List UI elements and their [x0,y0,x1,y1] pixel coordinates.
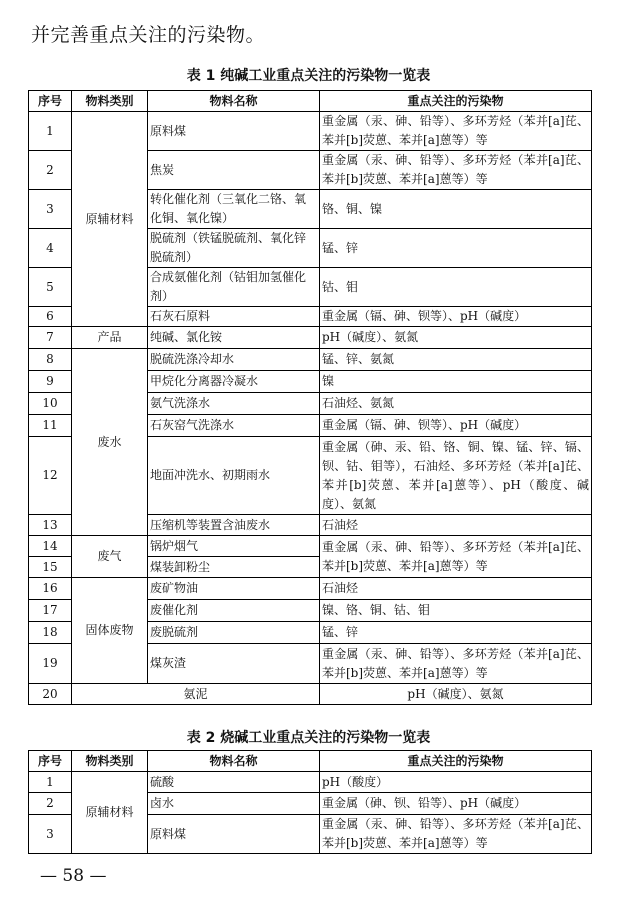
row-no: 2 [29,151,72,190]
header-category: 物料类别 [72,91,148,112]
material-name: 石灰窑气洗涤水 [148,415,320,437]
table-row [29,536,592,557]
material-name: 锅炉烟气 [148,536,320,557]
row-no: 19 [29,644,72,684]
material-name: 卤水 [148,793,320,815]
table-row [29,327,592,349]
row-no: 20 [29,684,72,705]
material-name: 地面冲洗水、初期雨水 [148,437,320,515]
row-no: 10 [29,393,72,415]
table1-soda-ash-pollutants [28,90,592,705]
row-no: 12 [29,437,72,515]
row-no: 8 [29,349,72,371]
pollutants: 钴、钼 [320,268,592,307]
table-header-row [29,91,592,112]
material-name: 转化催化剂（三氧化二铬、氧化铜、氧化镍） [148,190,320,229]
category-cell: 废气 [72,536,148,578]
row-no: 7 [29,327,72,349]
material-name: 焦炭 [148,151,320,190]
pollutants: 重金属（砷、钡、铅等）、pH（碱度） [320,793,592,815]
pollutants: pH（酸度） [320,772,592,793]
table-row [29,772,592,793]
material-name: 脱硫洗涤冷却水 [148,349,320,371]
row-no: 18 [29,622,72,644]
pollutants: 重金属（汞、砷、铅等）、多环芳烃（苯并[a]芘、苯并[b]荧蒽、苯并[a]蒽等）等 [320,151,592,190]
row-no: 1 [29,772,72,793]
table-row [29,112,592,151]
material-name: 石灰石原料 [148,307,320,327]
row-no: 11 [29,415,72,437]
pollutants: 锰、锌 [320,229,592,268]
row-no: 2 [29,793,72,815]
material-name: 氨气洗涤水 [148,393,320,415]
pollutants: 石油烃 [320,515,592,536]
table-row [29,684,592,705]
page-number: — 58 — [40,866,107,886]
row-no: 6 [29,307,72,327]
header-name: 物料名称 [148,751,320,772]
header-name: 物料名称 [148,91,320,112]
material-name: 压缩机等装置含油废水 [148,515,320,536]
row-no: 5 [29,268,72,307]
header-no: 序号 [29,751,72,772]
pollutants: 重金属（汞、砷、铅等）、多环芳烃（苯并[a]芘、苯并[b]荧蒽、苯并[a]蒽等）等 [320,644,592,684]
row-no: 15 [29,557,72,578]
pollutants: 重金属（砷、汞、铅、铬、铜、镍、锰、锌、镉、钡、钴、钼等），石油烃、多环芳烃（苯并[a]芘、苯并[b]荧蒽、苯并[a]蒽等）、pH（酸度、碱度）、氨氮 [320,437,592,515]
material-name: 煤装卸粉尘 [148,557,320,578]
row-no: 3 [29,815,72,854]
row-no: 13 [29,515,72,536]
row-no: 4 [29,229,72,268]
pollutants: 锰、锌、氨氮 [320,349,592,371]
table-row [29,578,592,600]
material-name: 原料煤 [148,112,320,151]
pollutants: 石油烃、氨氮 [320,393,592,415]
pollutants: 重金属（汞、砷、铅等）、多环芳烃（苯并[a]芘、苯并[b]荧蒽、苯并[a]蒽等）等 [320,815,592,854]
row-no: 14 [29,536,72,557]
pollutants: 锰、锌 [320,622,592,644]
pollutants: pH（碱度）、氨氮 [320,327,592,349]
material-name: 废矿物油 [148,578,320,600]
table-row [29,349,592,371]
material-name: 纯碱、氯化铵 [148,327,320,349]
row-no: 3 [29,190,72,229]
pollutants: 石油烃 [320,578,592,600]
category-cell: 废水 [72,349,148,536]
pollutants: 重金属（镉、砷、钡等）、pH（碱度） [320,307,592,327]
intro-text: 并完善重点关注的污染物。 [31,24,266,46]
row-no: 9 [29,371,72,393]
table2-caption: 表 2 烧碱工业重点关注的污染物一览表 [186,730,431,746]
table2-caustic-soda-pollutants [28,750,592,854]
pollutants: 重金属（镉、砷、钡等）、pH（碱度） [320,415,592,437]
pollutants: 重金属（汞、砷、铅等）、多环芳烃（苯并[a]芘、苯并[b]荧蒽、苯并[a]蒽等）等 [320,112,592,151]
material-name: 废脱硫剂 [148,622,320,644]
pollutants: 重金属（汞、砷、铅等）、多环芳烃（苯并[a]芘、苯并[b]荧蒽、苯并[a]蒽等）等 [320,536,592,578]
material-name: 煤灰渣 [148,644,320,684]
category-cell: 原辅材料 [72,772,148,854]
category-cell: 固体废物 [72,578,148,684]
table-header-row [29,751,592,772]
material-name: 硫酸 [148,772,320,793]
header-pollutants: 重点关注的污染物 [320,91,592,112]
row-no: 17 [29,600,72,622]
pollutants: pH（碱度）、氨氮 [320,684,592,705]
row-no: 1 [29,112,72,151]
pollutants: 铬、铜、镍 [320,190,592,229]
pollutants: 镍、铬、铜、钴、钼 [320,600,592,622]
row-no: 16 [29,578,72,600]
header-no: 序号 [29,91,72,112]
material-name: 废催化剂 [148,600,320,622]
table1-caption: 表 1 纯碱工业重点关注的污染物一览表 [186,68,431,84]
material-name: 氨泥 [72,684,320,705]
material-name: 甲烷化分离器冷凝水 [148,371,320,393]
header-pollutants: 重点关注的污染物 [320,751,592,772]
material-name: 原料煤 [148,815,320,854]
category-cell: 产品 [72,327,148,349]
material-name: 合成氨催化剂（钴钼加氢催化剂） [148,268,320,307]
material-name: 脱硫剂（铁锰脱硫剂、氧化锌脱硫剂） [148,229,320,268]
category-cell: 原辅材料 [72,112,148,327]
pollutants: 镍 [320,371,592,393]
header-category: 物料类别 [72,751,148,772]
